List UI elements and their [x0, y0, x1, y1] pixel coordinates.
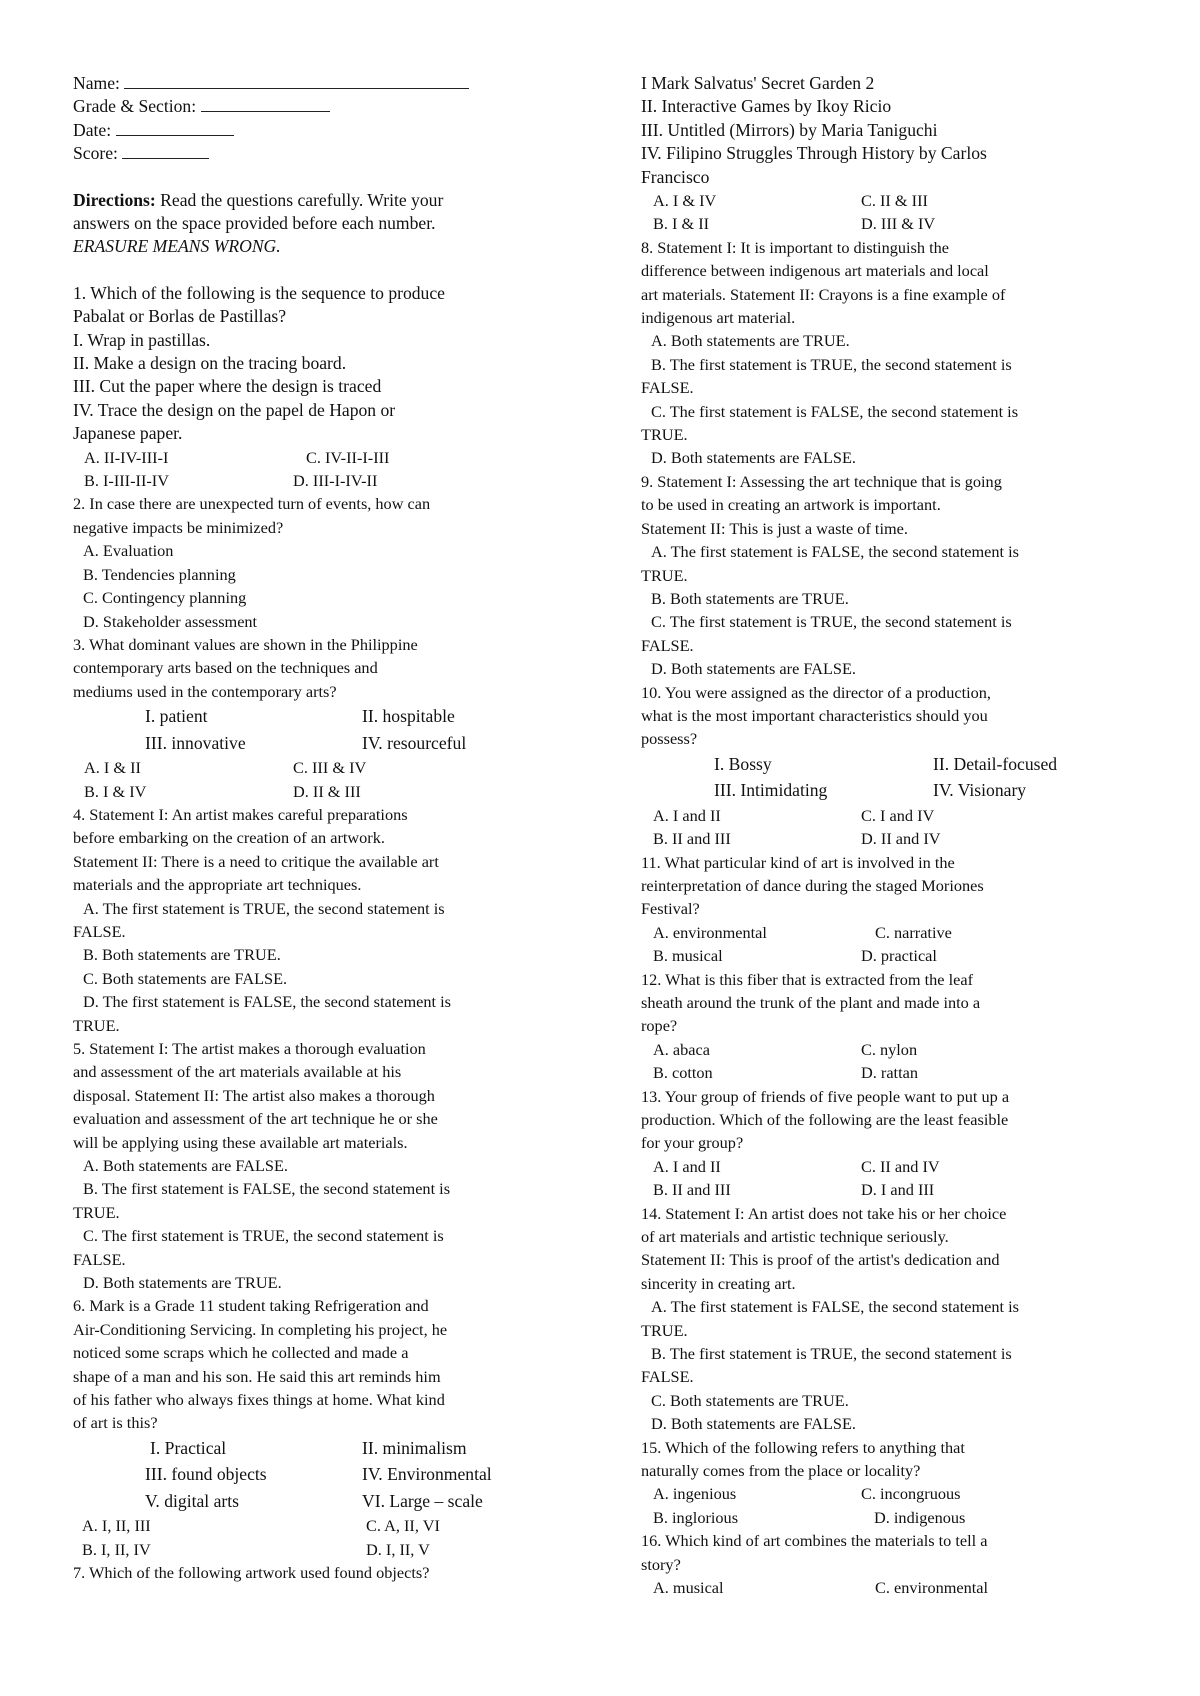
option-b[interactable]: B. I & IV — [84, 781, 147, 801]
question-14 — [641, 1202, 1141, 1436]
question-text: story? — [641, 1554, 681, 1574]
option-a[interactable]: A. I, II, III — [82, 1516, 151, 1536]
question-12 — [641, 968, 1141, 1085]
answer-options-row — [641, 212, 1141, 235]
question-6 — [73, 1294, 573, 1561]
date-line: Date: — [73, 119, 573, 142]
roman-item: I. Bossy — [714, 753, 772, 774]
right-column — [641, 72, 1141, 1599]
name-blank[interactable] — [124, 73, 469, 89]
option-a[interactable]: A. ingenious — [653, 1484, 737, 1504]
option-c[interactable]: C. incongruous — [861, 1484, 961, 1504]
artwork-item: II. Interactive Games by Ikoy Ricio — [641, 96, 892, 117]
roman-item: VI. Large – scale — [362, 1490, 483, 1511]
roman-item: IV. Visionary — [933, 780, 1027, 801]
question-text: Festival? — [641, 899, 700, 919]
question-text: 16. Which kind of art combines the materials to tell a — [641, 1531, 988, 1551]
sequence-item: IV. Trace the design on the papel de Hapon or — [73, 399, 396, 420]
roman-item: II. minimalism — [362, 1437, 467, 1458]
answer-options-row — [641, 944, 1141, 967]
answer-options-row — [73, 446, 573, 469]
question-text: sincerity in creating art. — [641, 1273, 796, 1293]
artwork-item: I Mark Salvatus' Secret Garden 2 — [641, 73, 875, 93]
roman-items-row — [73, 703, 573, 730]
question-text: naturally comes from the place or locality? — [641, 1461, 921, 1480]
question-text: Statement II: This is just a waste of time. — [641, 518, 908, 538]
roman-item: II. Detail-focused — [933, 753, 1058, 774]
option-b[interactable]: B. The first statement is TRUE, the second statement is — [651, 1343, 1012, 1363]
question-2 — [73, 492, 573, 632]
question-text: noticed some scraps which he collected and made a — [73, 1343, 409, 1363]
option-d[interactable]: D. II & III — [293, 781, 361, 801]
option-d[interactable]: D. Both statements are FALSE. — [651, 448, 856, 468]
left-column — [73, 72, 573, 1585]
question-text: 11. What particular kind of art is involved in the — [641, 852, 955, 872]
option-c[interactable]: C. narrative — [875, 922, 952, 942]
grade-section-line: Grade & Section: — [73, 95, 573, 118]
question-10 — [641, 681, 1141, 851]
roman-item: IV. Environmental — [362, 1464, 492, 1485]
question-5 — [73, 1037, 573, 1294]
question-text: contemporary arts based on the techniques and — [73, 658, 378, 678]
question-text: 10. You were assigned as the director of a production, — [641, 682, 991, 702]
question-text: negative impacts be minimized? — [73, 517, 284, 537]
option-d[interactable]: D. indigenous — [874, 1507, 966, 1527]
option-d[interactable]: D. I and III — [861, 1180, 935, 1200]
option-a[interactable]: A. Both statements are FALSE. — [83, 1156, 288, 1175]
option-d[interactable]: D. II and IV — [861, 829, 941, 849]
question-text: rope? — [641, 1016, 678, 1036]
name-line: Name: — [73, 72, 573, 95]
question-13 — [641, 1085, 1141, 1202]
answer-options-row — [73, 756, 573, 779]
answer-options-row — [73, 1514, 573, 1537]
option-c[interactable]: C. nylon — [861, 1039, 918, 1059]
answer-options-row — [73, 469, 573, 492]
option-b[interactable]: B. The first statement is TRUE, the second statement is — [651, 354, 1012, 374]
option-a[interactable]: A. The first statement is FALSE, the second statement is — [651, 1297, 1019, 1317]
question-text: to be used in creating an artwork is important. — [641, 495, 941, 515]
option-b[interactable]: B. I-III-II-IV — [84, 471, 169, 491]
roman-item: I. Practical — [150, 1437, 227, 1458]
option-b[interactable]: B. Tendencies planning — [83, 564, 236, 584]
answer-options-row — [73, 780, 573, 803]
question-text: mediums used in the contemporary arts? — [73, 681, 337, 701]
question-text: of his father who always fixes things at home. What kind — [73, 1390, 445, 1410]
roman-items-row — [73, 1435, 573, 1462]
option-b[interactable]: B. Both statements are TRUE. — [651, 588, 849, 608]
option-d[interactable]: D. Both statements are FALSE. — [651, 1414, 856, 1434]
option-c[interactable]: C. The first statement is TRUE, the second statement is — [651, 612, 1012, 632]
answer-options-row — [641, 1506, 1141, 1529]
sequence-item: II. Make a design on the tracing board. — [73, 353, 347, 374]
option-d[interactable]: D. practical — [861, 946, 937, 966]
roman-items-row — [641, 777, 1141, 804]
option-b[interactable]: B. II and III — [653, 1180, 731, 1200]
question-text: reinterpretation of dance during the staged Moriones — [641, 875, 984, 895]
option-b[interactable]: B. I, II, IV — [82, 1539, 151, 1559]
question-text: 3. What dominant values are shown in the Philippine — [73, 634, 418, 654]
question-1 — [73, 282, 573, 493]
option-a[interactable]: A. Evaluation — [83, 541, 174, 561]
option-d[interactable]: D. I, II, V — [366, 1539, 430, 1559]
score-blank[interactable] — [122, 143, 209, 159]
directions-warning: ERASURE MEANS WRONG. — [73, 236, 281, 257]
answer-options-row — [641, 804, 1141, 827]
answer-options-row — [641, 1482, 1141, 1505]
roman-items-row — [73, 730, 573, 757]
question-8 — [641, 236, 1141, 470]
score-line: Score: — [73, 142, 573, 165]
roman-item: II. hospitable — [362, 706, 455, 727]
option-c[interactable]: C. A, II, VI — [366, 1516, 440, 1536]
roman-item: III. found objects — [145, 1464, 267, 1485]
option-b[interactable]: B. I & II — [653, 214, 710, 234]
sequence-item: III. Cut the paper where the design is traced — [73, 376, 382, 397]
question-text: what is the most important characteristics should you — [641, 705, 988, 725]
option-a[interactable]: A. I and II — [653, 1156, 721, 1176]
question-text: will be applying using these available art materials. — [73, 1132, 408, 1152]
option-c[interactable]: C. III & IV — [293, 758, 367, 778]
question-text: materials and the appropriate art techniques. — [73, 875, 362, 895]
option-d[interactable]: D. Both statements are FALSE. — [651, 659, 856, 679]
option-d[interactable]: D. III & IV — [861, 214, 936, 234]
answer-options-row — [641, 1178, 1141, 1201]
option-b-cont[interactable]: FALSE. — [641, 378, 694, 398]
roman-item: III. innovative — [145, 732, 246, 753]
question-text: Air-Conditioning Servicing. In completing his project, he — [73, 1319, 448, 1339]
question-text: indigenous art material. — [641, 308, 796, 328]
question-text: 12. What is this fiber that is extracted from the leaf — [641, 969, 974, 989]
question-text: for your group? — [641, 1133, 744, 1153]
option-c-cont[interactable]: FALSE. — [73, 1249, 126, 1269]
question-7-items — [641, 72, 1141, 236]
question-text: sheath around the trunk of the plant and made into a — [641, 992, 981, 1012]
option-b[interactable]: B. Both statements are TRUE. — [83, 945, 281, 965]
question-9 — [641, 470, 1141, 681]
student-info-header — [73, 72, 573, 166]
option-a[interactable]: A. The first statement is TRUE, the second statement is — [83, 898, 445, 918]
directions-text: answers on the space provided before each number. — [73, 213, 436, 234]
question-text: 6. Mark is a Grade 11 student taking Refrigeration and — [73, 1296, 429, 1316]
option-a[interactable]: A. Both statements are TRUE. — [651, 331, 850, 351]
question-text: 2. In case there are unexpected turn of events, how can — [73, 494, 431, 514]
question-7 — [73, 1561, 573, 1584]
answer-options-row — [73, 1538, 573, 1561]
option-c[interactable]: C. Contingency planning — [83, 588, 247, 608]
option-b-cont[interactable]: TRUE. — [73, 1202, 120, 1222]
option-c[interactable]: C. The first statement is TRUE, the second statement is — [83, 1226, 444, 1246]
option-c[interactable]: C. Both statements are TRUE. — [651, 1390, 849, 1410]
question-3 — [73, 633, 573, 803]
option-c[interactable]: C. The first statement is FALSE, the second statement is — [651, 401, 1019, 421]
option-b[interactable]: B. musical — [653, 946, 723, 966]
question-15 — [641, 1436, 1141, 1530]
option-c[interactable]: C. I and IV — [861, 805, 935, 825]
answer-options-row — [641, 921, 1141, 944]
option-c[interactable]: C. IV-II-I-III — [306, 447, 390, 467]
directions-label: Directions: — [73, 189, 156, 210]
option-b[interactable]: B. II and III — [653, 829, 731, 849]
option-d-cont[interactable]: TRUE. — [73, 1015, 120, 1035]
question-text: 14. Statement I: An artist does not take his or her choice — [641, 1203, 1007, 1223]
answer-options-row — [641, 1061, 1141, 1084]
question-text: production. Which of the following are the least feasible — [641, 1109, 1009, 1129]
option-d[interactable]: D. Stakeholder assessment — [83, 611, 258, 631]
option-c[interactable]: C. II & III — [861, 191, 928, 211]
option-a[interactable]: A. I and II — [653, 805, 721, 825]
question-text: 5. Statement I: The artist makes a thorough evaluation — [73, 1038, 426, 1058]
option-a[interactable]: A. abaca — [653, 1039, 710, 1059]
roman-items-row — [73, 1461, 573, 1488]
question-text: shape of a man and his son. He said this art reminds him — [73, 1366, 441, 1386]
option-c[interactable]: C. Both statements are FALSE. — [83, 968, 288, 988]
option-a[interactable]: A. musical — [653, 1578, 724, 1597]
option-c[interactable]: C. II and IV — [861, 1156, 940, 1176]
artwork-item: IV. Filipino Struggles Through History by Carlos — [641, 143, 987, 164]
option-d[interactable]: D. III-I-IV-II — [293, 471, 378, 491]
question-text: 15. Which of the following refers to anything that — [641, 1437, 965, 1457]
option-a[interactable]: A. I & IV — [653, 191, 717, 211]
roman-item: III. Intimidating — [714, 780, 828, 801]
question-text: Pabalat or Borlas de Pastillas? — [73, 306, 287, 327]
option-c[interactable]: C. environmental — [875, 1578, 989, 1597]
artwork-item: III. Untitled (Mirrors) by Maria Taniguchi — [641, 119, 938, 140]
option-d[interactable]: D. The first statement is FALSE, the second statement is — [83, 992, 451, 1012]
roman-item: IV. resourceful — [362, 732, 467, 753]
directions-text: Read the questions carefully. Write your — [155, 189, 444, 210]
question-text: difference between indigenous art materials and local — [641, 261, 989, 281]
option-a-cont[interactable]: FALSE. — [73, 921, 126, 941]
date-blank[interactable] — [116, 120, 234, 136]
option-c-cont[interactable]: FALSE. — [641, 635, 694, 655]
question-text: of art is this? — [73, 1413, 158, 1433]
question-16 — [641, 1529, 1141, 1599]
option-b[interactable]: B. cotton — [653, 1063, 713, 1083]
option-c-cont[interactable]: TRUE. — [641, 425, 688, 445]
sequence-item: I. Wrap in pastillas. — [73, 329, 211, 350]
question-text: art materials. Statement II: Crayons is a fine example of — [641, 284, 1006, 304]
option-b-cont[interactable]: FALSE. — [641, 1367, 694, 1387]
question-text: 4. Statement I: An artist makes careful preparations — [73, 804, 408, 824]
answer-options-row — [641, 1576, 1141, 1599]
question-text: and assessment of the art materials available at his — [73, 1062, 402, 1082]
sequence-item: Japanese paper. — [73, 423, 183, 444]
question-11 — [641, 851, 1141, 968]
option-a[interactable]: A. environmental — [653, 922, 767, 942]
question-4 — [73, 803, 573, 1037]
question-text: 1. Which of the following is the sequence to produce — [73, 282, 445, 303]
roman-item: V. digital arts — [145, 1490, 239, 1511]
option-a-cont[interactable]: TRUE. — [641, 565, 688, 585]
question-text: 8. Statement I: It is important to distinguish the — [641, 237, 949, 257]
option-b[interactable]: B. inglorious — [653, 1507, 739, 1527]
question-text: disposal. Statement II: The artist also makes a thorough — [73, 1085, 435, 1105]
question-text: Statement II: This is proof of the artist's dedication and — [641, 1250, 1000, 1270]
question-text: possess? — [641, 729, 698, 749]
question-text: 13. Your group of friends of five people want to put up a — [641, 1086, 1010, 1106]
question-text: before embarking on the creation of an artwork. — [73, 828, 385, 848]
answer-options-row — [641, 1155, 1141, 1178]
roman-items-row — [73, 1488, 573, 1515]
answer-options-row — [641, 1038, 1141, 1061]
artwork-item: Francisco — [641, 166, 710, 187]
option-a-cont[interactable]: TRUE. — [641, 1320, 688, 1340]
option-d[interactable]: D. rattan — [861, 1063, 918, 1083]
question-text: of art materials and artistic technique seriously. — [641, 1226, 949, 1246]
roman-item: I. patient — [145, 706, 208, 727]
option-a[interactable]: A. The first statement is FALSE, the second statement is — [651, 542, 1019, 562]
question-text: 7. Which of the following artwork used found objects? — [73, 1563, 430, 1583]
option-a[interactable]: A. I & II — [84, 758, 141, 778]
question-text: evaluation and assessment of the art technique he or she — [73, 1109, 438, 1129]
grade-section-blank[interactable] — [201, 96, 330, 112]
question-text: Statement II: There is a need to critique the available art — [73, 851, 439, 871]
roman-items-row — [641, 751, 1141, 778]
directions — [73, 189, 573, 259]
answer-options-row — [641, 827, 1141, 850]
option-a[interactable]: A. II-IV-III-I — [84, 447, 169, 467]
answer-options-row — [641, 189, 1141, 212]
option-b[interactable]: B. The first statement is FALSE, the second statement is — [83, 1179, 451, 1199]
question-text: 9. Statement I: Assessing the art technique that is going — [641, 471, 1002, 491]
option-d[interactable]: D. Both statements are TRUE. — [83, 1273, 282, 1293]
